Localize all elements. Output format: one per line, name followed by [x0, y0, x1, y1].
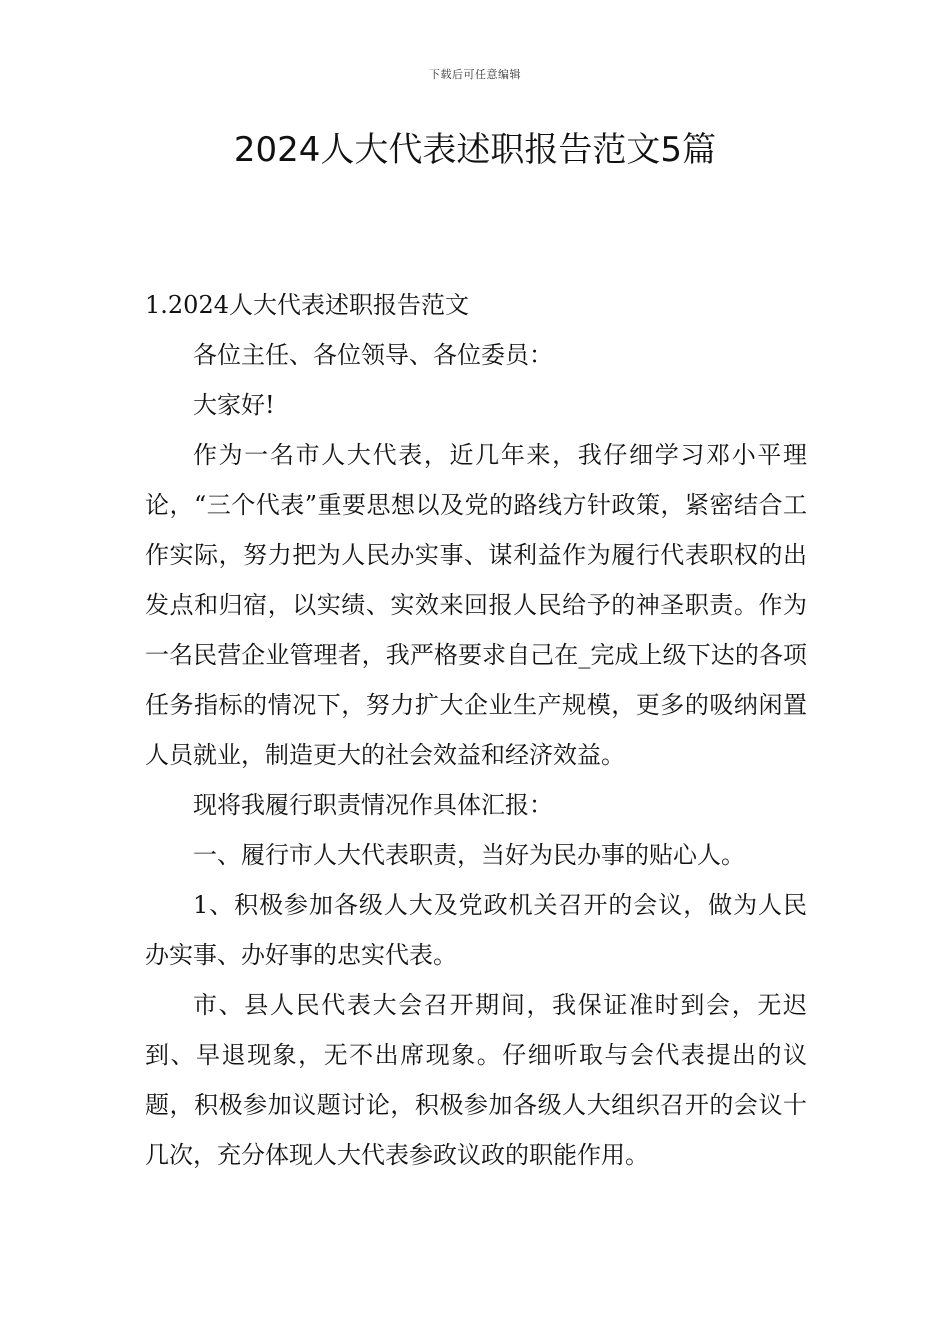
document-title: 2024人大代表述职报告范文5篇: [233, 130, 717, 170]
item-1-paragraph: 1、积极参加各级人大及党政机关召开的会议，做为人民办实事、办好事的忠实代表。: [145, 891, 807, 969]
meeting-attendance-paragraph: 市、县人民代表大会召开期间，我保证准时到会，无迟到、早退现象，无不出席现象。仔细听取与会代表提出的议题，积极参加议题讨论，积极参加各级人大组织召开的会议十几次，充分体现人大代表参政议政的职能作用。: [145, 991, 807, 1169]
intro-paragraph: 作为一名市人大代表，近几年来，我仔细学习邓小平理论，“三个代表”重要思想以及党的路线方针政策，紧密结合工作实际，努力把为人民办实事、谋利益作为履行代表职权的出发点和归宿，以实绩、实效来回报人民给予的神圣职责。作为一名民营企业管理者，我严格要求自己在_完成上级下达的各项任务指标的情况下，努力扩大企业生产规模，更多的吸纳闲置人员就业，制造更大的社会效益和经济效益。: [145, 441, 807, 769]
subsection-heading-1: 一、履行市人大代表职责，当好为民办事的贴心人。: [193, 841, 745, 869]
section-heading: 1.2024人大代表述职报告范文: [145, 291, 469, 319]
report-lead-paragraph: 现将我履行职责情况作具体汇报：: [193, 791, 553, 819]
salutation: 各位主任、各位领导、各位委员：: [193, 341, 553, 369]
header-note: 下载后可任意编辑: [429, 68, 521, 81]
document-body: [145, 280, 807, 1180]
greeting: 大家好!: [193, 391, 275, 419]
